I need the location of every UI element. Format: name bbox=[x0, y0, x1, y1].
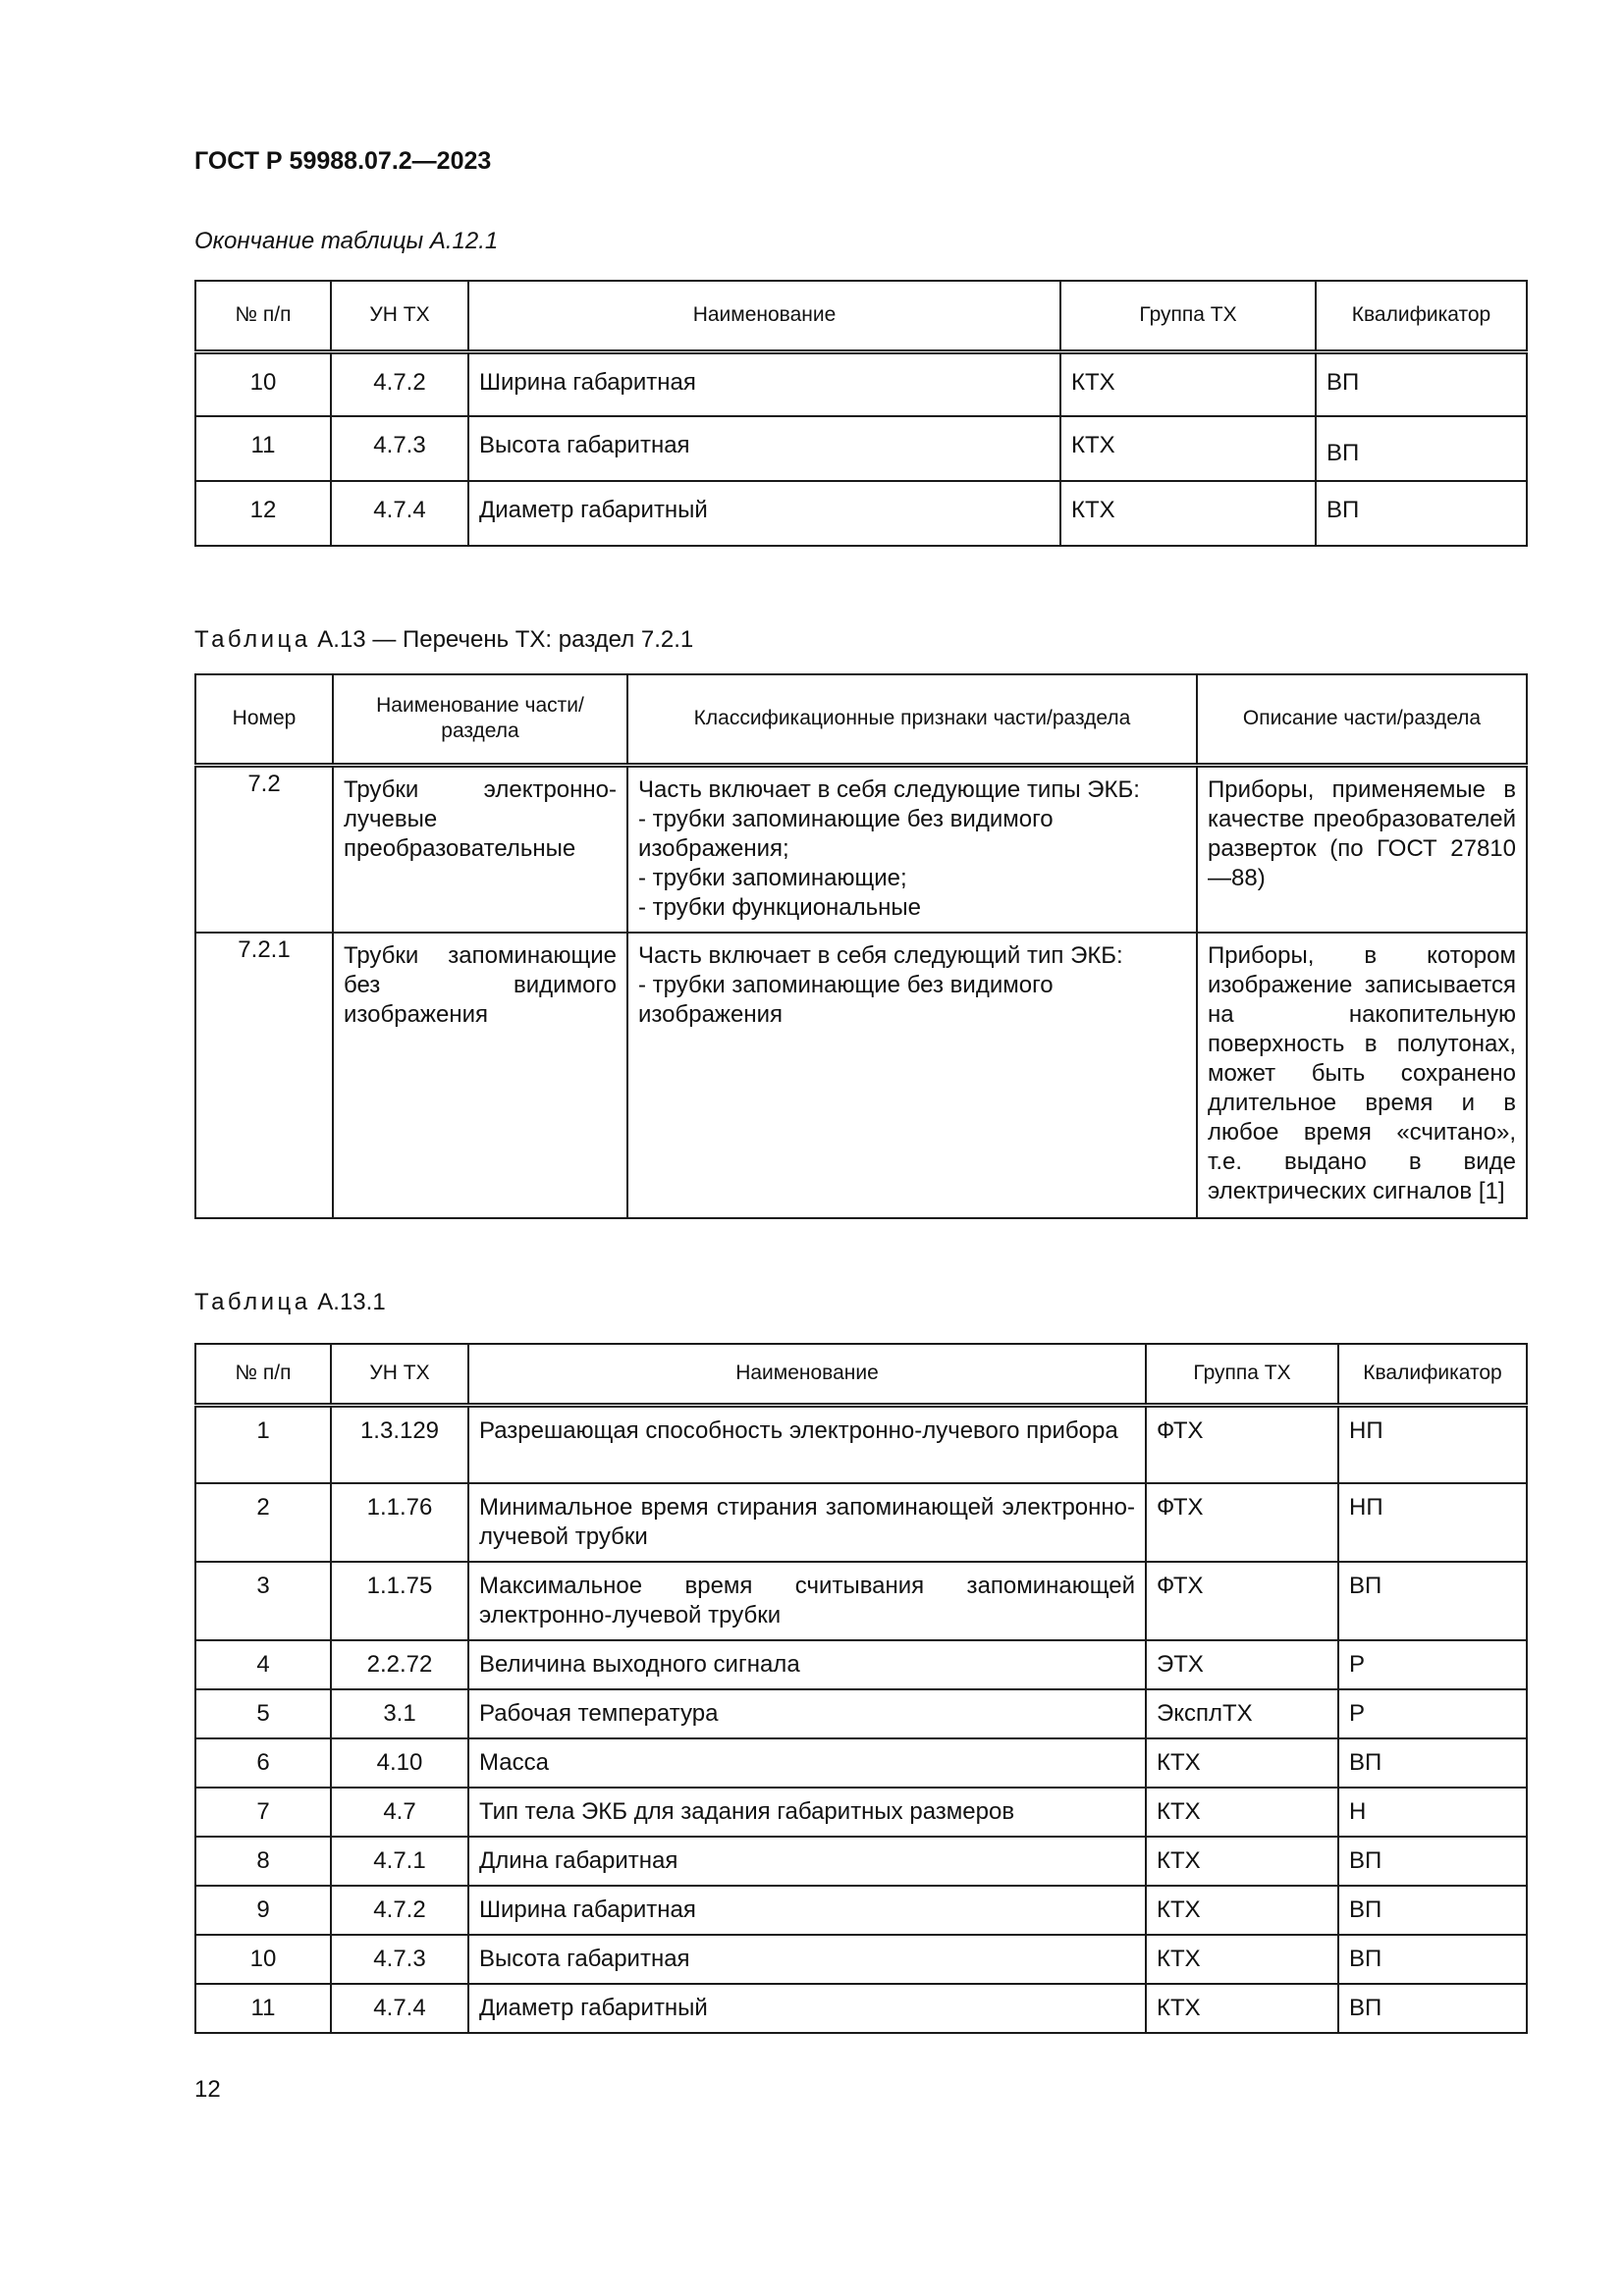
cell-group: КТХ bbox=[1146, 1837, 1338, 1886]
caption-text: А.13 — Перечень ТХ: раздел 7.2.1 bbox=[317, 626, 694, 653]
cell-qualifier: Р bbox=[1338, 1689, 1527, 1738]
table-row bbox=[195, 351, 1527, 416]
table-a13-1 bbox=[194, 1343, 1528, 2034]
table-row bbox=[195, 1405, 1527, 1483]
cell-number: 9 bbox=[195, 1886, 331, 1935]
cell-description: Приборы, в котором изображение записывается на накопительную поверхность в полутонах, может быть сохранено длительное время и в любое время «считано», т.е. выдано в виде электрических сигналов [1] bbox=[1197, 933, 1527, 1218]
table-a13-caption bbox=[194, 626, 693, 654]
cell-code: 4.7.2 bbox=[331, 1886, 468, 1935]
cell-qualifier: ВП bbox=[1316, 481, 1527, 546]
cell-qualifier: ВП bbox=[1338, 1984, 1527, 2033]
cell-code: 1.1.75 bbox=[331, 1562, 468, 1640]
cell-description: Приборы, применяемые в качестве преобразователей разверток (по ГОСТ 27810—88) bbox=[1197, 765, 1527, 933]
cell-number: 6 bbox=[195, 1738, 331, 1788]
table-row bbox=[195, 1689, 1527, 1738]
document-header: ГОСТ Р 59988.07.2—2023 bbox=[194, 147, 492, 175]
cell-number: 8 bbox=[195, 1837, 331, 1886]
table-row bbox=[195, 1984, 1527, 2033]
cell-group: КТХ bbox=[1060, 351, 1316, 416]
table-a12-1 bbox=[194, 280, 1528, 547]
cell-qualifier: НП bbox=[1338, 1483, 1527, 1562]
cell-group: ФТХ bbox=[1146, 1405, 1338, 1483]
table-a12-1-caption: Окончание таблицы А.12.1 bbox=[194, 228, 499, 254]
table-row bbox=[195, 1935, 1527, 1984]
cell-code: 4.7.3 bbox=[331, 1935, 468, 1984]
column-header: Наименование части/ раздела bbox=[333, 674, 627, 765]
cell-number: 7.2.1 bbox=[195, 933, 333, 1218]
cell-qualifier: Р bbox=[1338, 1640, 1527, 1689]
cell-number: 1 bbox=[195, 1405, 331, 1483]
cell-qualifier: ВП bbox=[1338, 1837, 1527, 1886]
cell-qualifier: ВП bbox=[1338, 1935, 1527, 1984]
cell-group: КТХ bbox=[1146, 1984, 1338, 2033]
feature-line: - трубки запоминающие; bbox=[638, 864, 907, 891]
column-header: Наименование bbox=[468, 281, 1060, 351]
table-row bbox=[195, 416, 1527, 481]
column-header: УН ТХ bbox=[331, 281, 468, 351]
cell-name: Ширина габаритная bbox=[468, 1886, 1146, 1935]
cell-group: КТХ bbox=[1060, 481, 1316, 546]
cell-number: 5 bbox=[195, 1689, 331, 1738]
cell-number: 2 bbox=[195, 1483, 331, 1562]
cell-number: 10 bbox=[195, 351, 331, 416]
table-row bbox=[195, 1483, 1527, 1562]
cell-code: 4.7.2 bbox=[331, 351, 468, 416]
cell-code: 1.3.129 bbox=[331, 1405, 468, 1483]
cell-name: Величина выходного сигнала bbox=[468, 1640, 1146, 1689]
table-row bbox=[195, 1738, 1527, 1788]
cell-name: Длина габаритная bbox=[468, 1837, 1146, 1886]
column-header: Квалификатор bbox=[1316, 281, 1527, 351]
cell-section-name: Трубки электронно-лучевые преобразовательные bbox=[333, 765, 627, 933]
cell-group: КТХ bbox=[1146, 1738, 1338, 1788]
cell-qualifier: ВП bbox=[1316, 351, 1527, 416]
cell-group: КТХ bbox=[1146, 1788, 1338, 1837]
cell-section-name: Трубки запоминающие без видимого изображения bbox=[333, 933, 627, 1218]
cell-number: 3 bbox=[195, 1562, 331, 1640]
caption-text: А.13.1 bbox=[317, 1289, 386, 1315]
table-row bbox=[195, 1788, 1527, 1837]
cell-number: 10 bbox=[195, 1935, 331, 1984]
cell-qualifier: Н bbox=[1338, 1788, 1527, 1837]
cell-name: Минимальное время стирания запоминающей электронно-лучевой трубки bbox=[468, 1483, 1146, 1562]
cell-code: 2.2.72 bbox=[331, 1640, 468, 1689]
cell-qualifier: ВП bbox=[1316, 416, 1527, 481]
cell-number: 4 bbox=[195, 1640, 331, 1689]
cell-group: ФТХ bbox=[1146, 1562, 1338, 1640]
cell-qualifier: ВП bbox=[1338, 1562, 1527, 1640]
cell-features bbox=[627, 765, 1197, 933]
table-row bbox=[195, 933, 1527, 1218]
cell-name: Диаметр габаритный bbox=[468, 481, 1060, 546]
cell-code: 4.7.4 bbox=[331, 1984, 468, 2033]
cell-qualifier: ВП bbox=[1338, 1886, 1527, 1935]
cell-name: Ширина габаритная bbox=[468, 351, 1060, 416]
table-row bbox=[195, 765, 1527, 933]
cell-group: ЭТХ bbox=[1146, 1640, 1338, 1689]
page-number: 12 bbox=[194, 2076, 221, 2103]
cell-qualifier: ВП bbox=[1338, 1738, 1527, 1788]
cell-code: 3.1 bbox=[331, 1689, 468, 1738]
cell-group: КТХ bbox=[1146, 1935, 1338, 1984]
cell-name: Высота габаритная bbox=[468, 1935, 1146, 1984]
table-row bbox=[195, 481, 1527, 546]
table-row bbox=[195, 1640, 1527, 1689]
column-header: УН ТХ bbox=[331, 1344, 468, 1405]
cell-group: КТХ bbox=[1146, 1886, 1338, 1935]
table-row bbox=[195, 1886, 1527, 1935]
table-a13 bbox=[194, 673, 1528, 1219]
cell-number: 7.2 bbox=[195, 765, 333, 933]
cell-code: 4.7.3 bbox=[331, 416, 468, 481]
feature-line: - трубки запоминающие без видимого изображения bbox=[638, 972, 1054, 1028]
cell-number: 11 bbox=[195, 1984, 331, 2033]
cell-number: 12 bbox=[195, 481, 331, 546]
cell-qualifier: НП bbox=[1338, 1405, 1527, 1483]
feature-line: Часть включает в себя следующий тип ЭКБ: bbox=[638, 942, 1123, 969]
column-header: Группа ТХ bbox=[1146, 1344, 1338, 1405]
cell-name: Тип тела ЭКБ для задания габаритных размеров bbox=[468, 1788, 1146, 1837]
column-header: Квалификатор bbox=[1338, 1344, 1527, 1405]
column-header: Наименование bbox=[468, 1344, 1146, 1405]
table-row bbox=[195, 1837, 1527, 1886]
table-row bbox=[195, 1562, 1527, 1640]
cell-name: Максимальное время считывания запоминающей электронно-лучевой трубки bbox=[468, 1562, 1146, 1640]
table-a13-1-body bbox=[195, 1405, 1527, 2033]
column-header: Описание части/раздела bbox=[1197, 674, 1527, 765]
cell-features bbox=[627, 933, 1197, 1218]
cell-code: 4.10 bbox=[331, 1738, 468, 1788]
feature-line: - трубки запоминающие без видимого изображения; bbox=[638, 805, 1054, 862]
feature-line: - трубки функциональные bbox=[638, 893, 922, 921]
cell-number: 7 bbox=[195, 1788, 331, 1837]
cell-code: 4.7 bbox=[331, 1788, 468, 1837]
column-header: Номер bbox=[195, 674, 333, 765]
cell-name: Диаметр габаритный bbox=[468, 1984, 1146, 2033]
table-a13-1-caption bbox=[194, 1289, 386, 1316]
feature-line: Часть включает в себя следующие типы ЭКБ: bbox=[638, 775, 1140, 803]
cell-name: Масса bbox=[468, 1738, 1146, 1788]
column-header: № п/п bbox=[195, 1344, 331, 1405]
column-header: Группа ТХ bbox=[1060, 281, 1316, 351]
cell-name: Разрешающая способность электронно-лучевого прибора bbox=[468, 1405, 1146, 1483]
cell-group: КТХ bbox=[1060, 416, 1316, 481]
column-header: Классификационные признаки части/раздела bbox=[627, 674, 1197, 765]
cell-group: ЭксплТХ bbox=[1146, 1689, 1338, 1738]
cell-number: 11 bbox=[195, 416, 331, 481]
cell-name: Рабочая температура bbox=[468, 1689, 1146, 1738]
cell-code: 4.7.1 bbox=[331, 1837, 468, 1886]
cell-code: 4.7.4 bbox=[331, 481, 468, 546]
cell-group: ФТХ bbox=[1146, 1483, 1338, 1562]
column-header: № п/п bbox=[195, 281, 331, 351]
cell-name: Высота габаритная bbox=[468, 416, 1060, 481]
caption-label: Таблица bbox=[194, 626, 311, 653]
cell-code: 1.1.76 bbox=[331, 1483, 468, 1562]
caption-label: Таблица bbox=[194, 1289, 311, 1315]
